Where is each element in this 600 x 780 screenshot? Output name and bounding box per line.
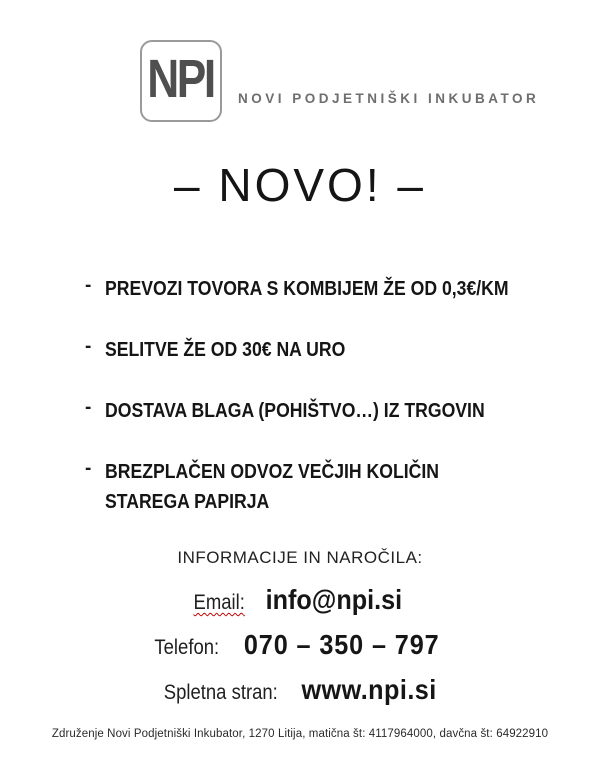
phone-value: 070 – 350 – 797 <box>243 629 440 660</box>
list-item-text: BREZPLAČEN ODVOZ VEČJIH KOLIČIN STAREGA PAPIRJA <box>105 460 440 513</box>
contact-section <box>0 548 600 706</box>
list-item-marker: - <box>85 275 92 296</box>
website-value: www.npi.si <box>301 674 437 705</box>
page-title: – NOVO! – <box>174 159 426 211</box>
footer-text: Združenje Novi Podjetniški Inkubator, 1270 Litija, matična št: 4117964000, davčna št: 64922910 <box>51 728 549 740</box>
list-item-text: DOSTAVA BLAGA (POHIŠTVO…) IZ TRGOVIN <box>105 399 485 422</box>
website-label: Spletna stran: <box>163 681 278 704</box>
contact-heading: INFORMACIJE IN NAROČILA: <box>177 548 423 567</box>
list-item <box>85 396 600 426</box>
brand-name: NOVI PODJETNIŠKI INKUBATOR <box>238 91 540 106</box>
npi-logo-text: NPI <box>147 49 215 109</box>
list-item-text: PREVOZI TOVORA S KOMBIJEM ŽE OD 0,3€/KM <box>105 277 509 300</box>
offer-list <box>0 274 600 517</box>
email-row <box>0 584 600 616</box>
list-item <box>85 274 600 304</box>
email-value: info@npi.si <box>265 584 402 615</box>
npi-logo <box>140 40 222 122</box>
list-item-marker: - <box>85 397 92 418</box>
brand-header <box>0 0 600 122</box>
list-item <box>85 457 600 517</box>
list-item-marker: - <box>85 458 92 479</box>
email-label: Email: <box>193 591 246 614</box>
website-row <box>0 674 600 706</box>
phone-row <box>0 629 600 661</box>
list-item-text: SELITVE ŽE OD 30€ NA URO <box>105 338 346 361</box>
list-item <box>85 335 600 365</box>
phone-label: Telefon: <box>154 636 220 659</box>
list-item-marker: - <box>85 336 92 357</box>
